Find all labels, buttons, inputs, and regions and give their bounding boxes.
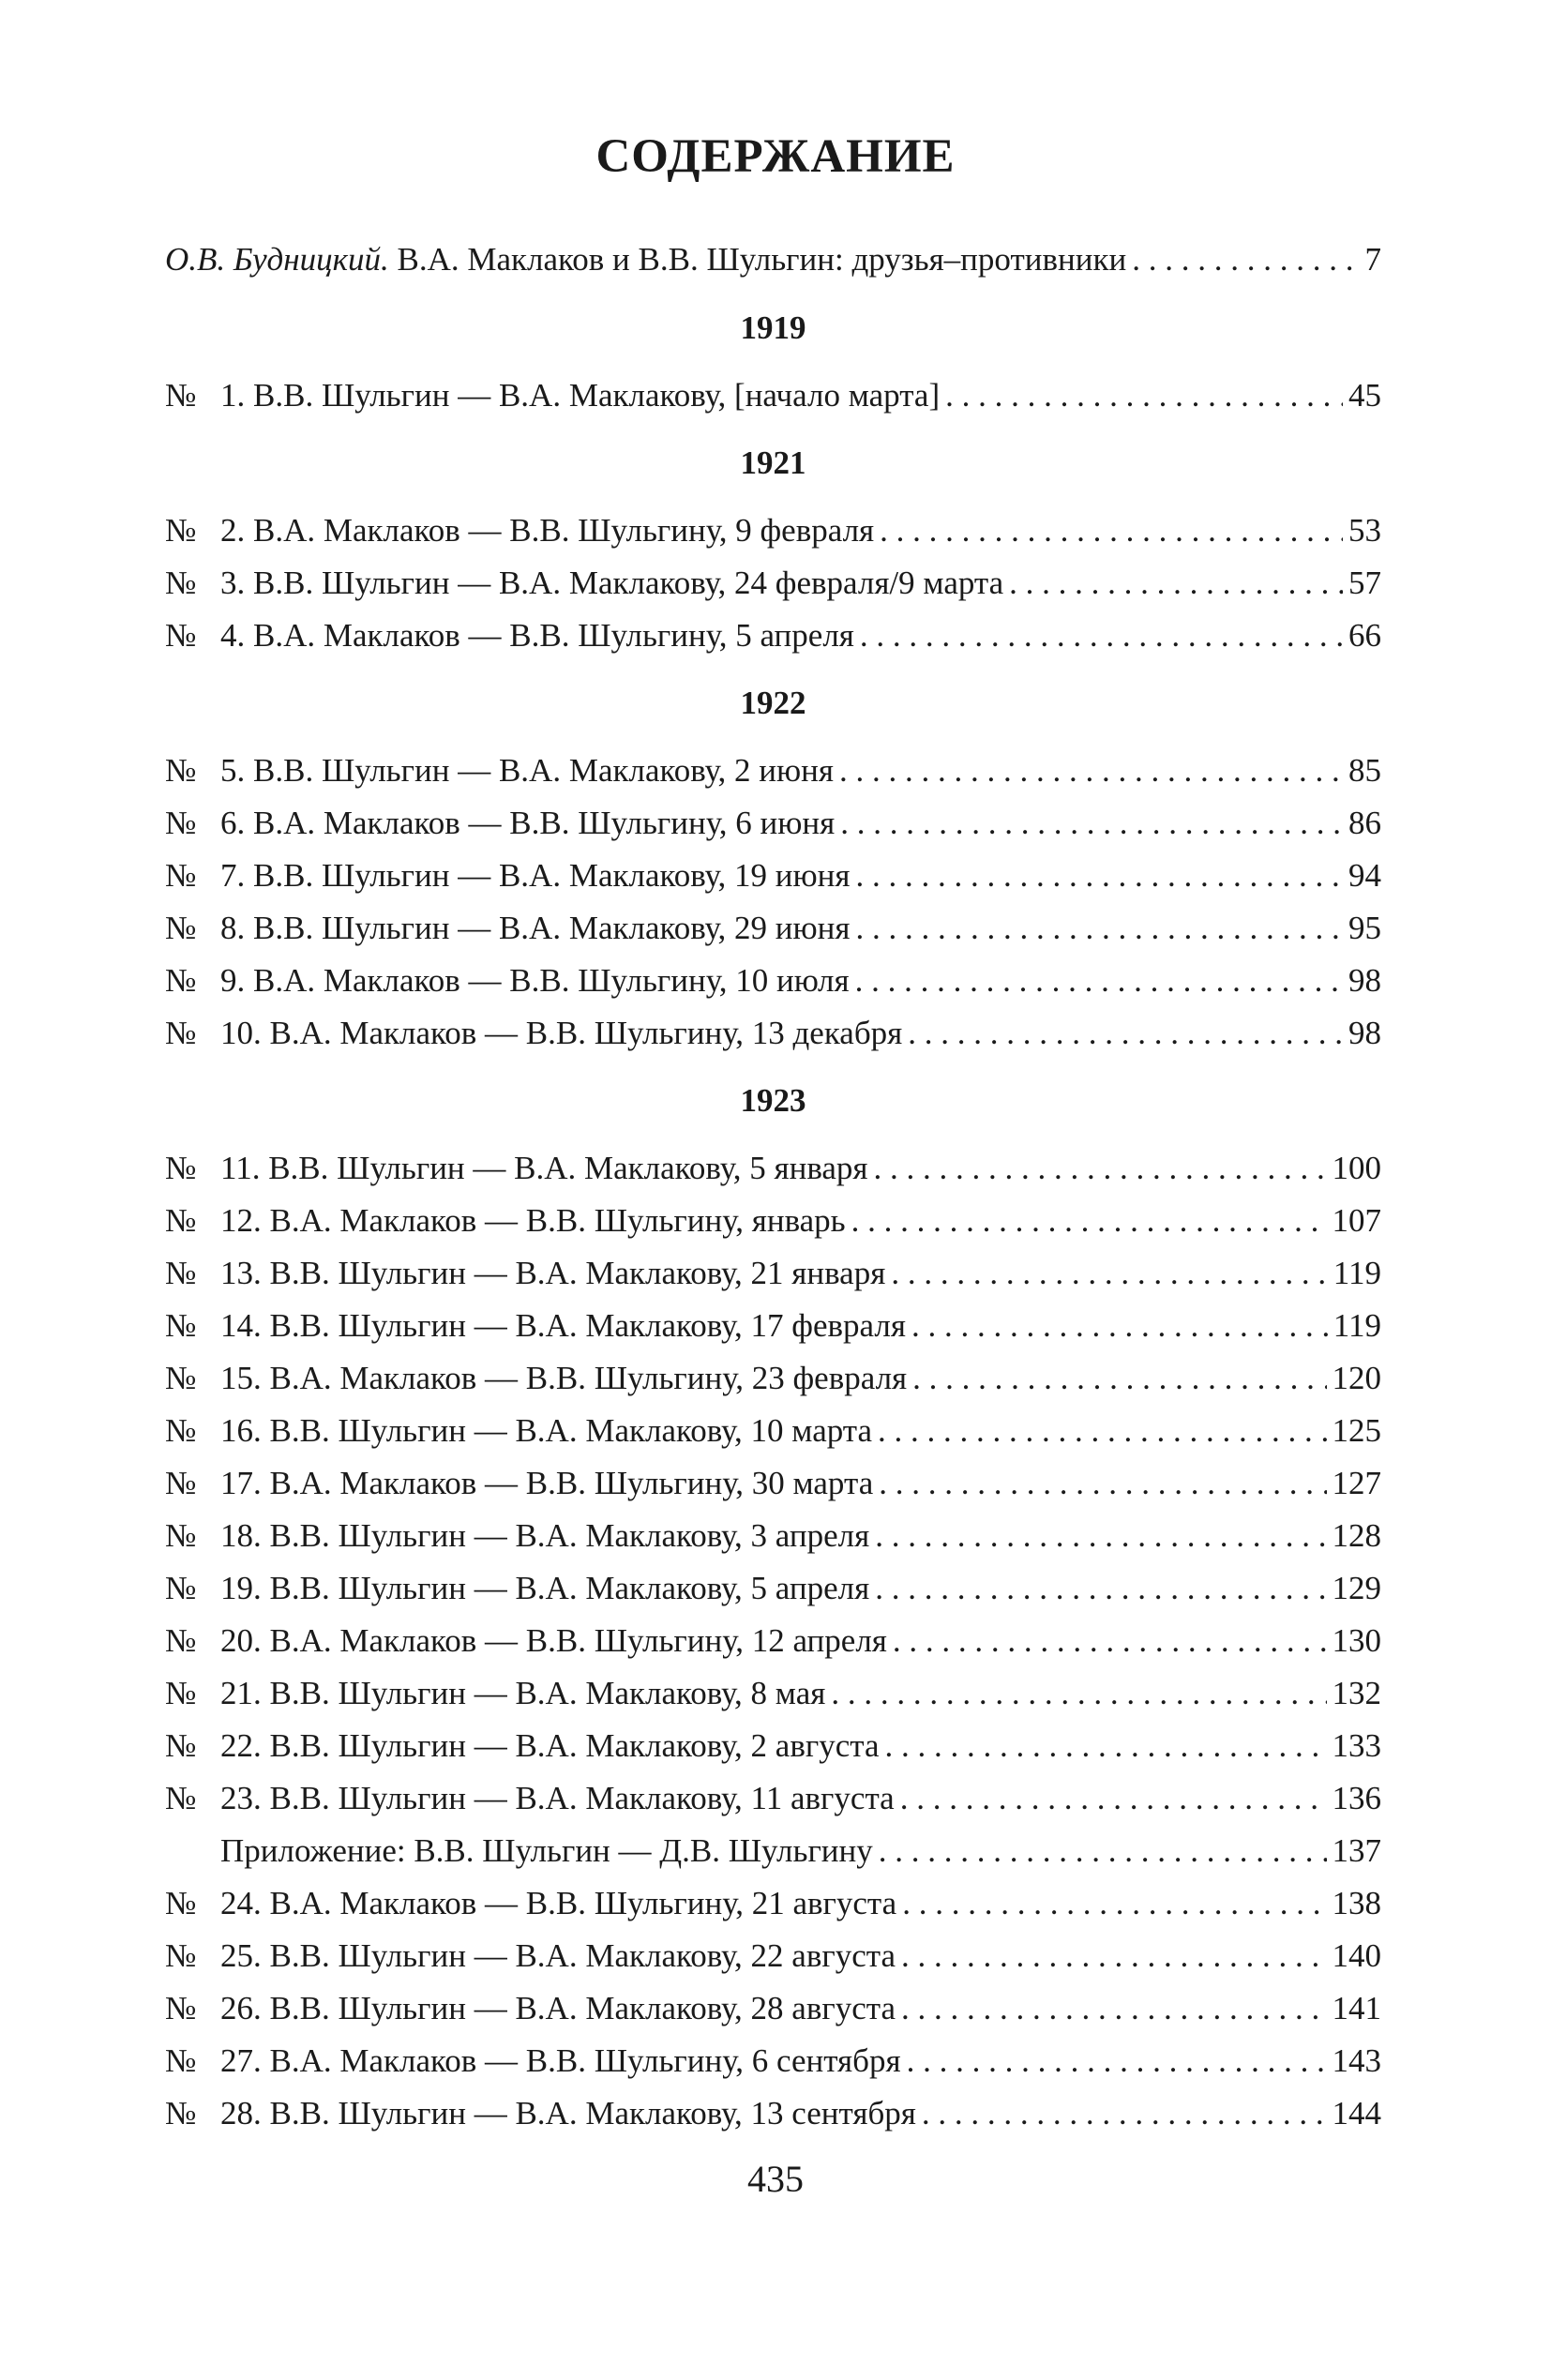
entry-number-sign: № — [165, 1885, 197, 1921]
dot-leader — [855, 955, 1343, 1007]
dot-leader — [907, 2035, 1327, 2087]
toc-page-number: 95 — [1348, 910, 1381, 946]
dot-leader — [891, 1247, 1327, 1300]
entry-label: 18. В.В. Шульгин — В.А. Маклакову, 3 апреля — [220, 1517, 870, 1554]
toc-page-number: 141 — [1332, 1990, 1381, 2026]
dot-leader — [901, 1982, 1327, 2035]
toc-page-number: 130 — [1332, 1622, 1381, 1659]
toc-entry[interactable] — [165, 902, 1381, 955]
entry-label: 16. В.В. Шульгин — В.А. Маклакову, 10 марта — [220, 1412, 873, 1449]
dot-leader — [851, 1195, 1327, 1247]
toc-entry[interactable] — [165, 1877, 1381, 1930]
dot-leader — [902, 1877, 1326, 1930]
entry-label: Приложение: В.В. Шульгин — Д.В. Шульгину — [220, 1832, 873, 1869]
entry-label: 24. В.А. Маклаков — В.В. Шульгину, 21 августа — [220, 1885, 897, 1921]
entry-label: 27. В.А. Маклаков — В.В. Шульгину, 6 сентября — [220, 2042, 901, 2079]
entry-number-sign: № — [165, 1517, 197, 1554]
toc-entry[interactable] — [165, 1615, 1381, 1667]
toc-entry[interactable] — [165, 1510, 1381, 1562]
toc-page-number: 100 — [1332, 1150, 1381, 1186]
dot-leader — [880, 505, 1343, 557]
toc-page-number: 94 — [1348, 857, 1381, 894]
entry-number-sign: № — [165, 910, 197, 946]
toc-intro-entry[interactable] — [165, 233, 1381, 287]
dot-leader — [900, 1772, 1327, 1825]
entry-label: 1. В.В. Шульгин — В.А. Маклакову, [начало марта] — [220, 377, 941, 414]
entry-label: 23. В.В. Шульгин — В.А. Маклакову, 11 августа — [220, 1780, 895, 1816]
entry-label: 28. В.В. Шульгин — В.А. Маклакову, 13 сентября — [220, 2095, 916, 2131]
toc-entry[interactable] — [165, 1930, 1381, 1982]
entry-label: 11. В.В. Шульгин — В.А. Маклакову, 5 января — [220, 1150, 868, 1186]
toc-page-number: 85 — [1348, 752, 1381, 789]
toc-entry[interactable] — [165, 2035, 1381, 2087]
entry-number-sign: № — [165, 1675, 197, 1711]
toc-page-number: 86 — [1348, 805, 1381, 841]
toc-page-number: 66 — [1348, 617, 1381, 654]
toc-entry[interactable] — [165, 1720, 1381, 1772]
entry-label: 6. В.А. Маклаков — В.В. Шульгину, 6 июня — [220, 805, 836, 841]
toc-page-number: 125 — [1332, 1412, 1381, 1449]
entry-label: 25. В.В. Шульгин — В.А. Маклакову, 22 августа — [220, 1937, 896, 1974]
entry-label: 3. В.В. Шульгин — В.А. Маклакову, 24 февраля/9 марта — [220, 565, 1004, 601]
entry-label: 13. В.В. Шульгин — В.А. Маклакову, 21 января — [220, 1255, 886, 1291]
toc-entry[interactable] — [165, 850, 1381, 902]
entry-label: 10. В.А. Маклаков — В.В. Шульгину, 13 декабря — [220, 1015, 903, 1051]
toc-page-number: 138 — [1332, 1885, 1381, 1921]
entry-number-sign: № — [165, 962, 197, 999]
toc-sections — [165, 287, 1381, 2140]
toc-entry[interactable] — [165, 1195, 1381, 1247]
toc-page-number: 127 — [1332, 1465, 1381, 1501]
toc-page-number: 107 — [1332, 1202, 1381, 1239]
dot-leader — [860, 610, 1343, 662]
toc-entry[interactable] — [165, 1772, 1381, 1825]
year-heading: 1919 — [740, 309, 806, 346]
entry-label: 2. В.А. Маклаков — В.В. Шульгину, 9 февраля — [220, 512, 875, 549]
toc-entry[interactable] — [165, 505, 1381, 557]
dot-leader — [912, 1352, 1326, 1405]
toc-entry[interactable] — [165, 1007, 1381, 1060]
dot-leader — [901, 1930, 1327, 1982]
toc-entry[interactable] — [165, 1825, 1381, 1877]
entry-number-sign: № — [165, 1255, 197, 1291]
dot-leader — [839, 745, 1343, 797]
toc-page-number: 57 — [1348, 565, 1381, 601]
dot-leader — [908, 1007, 1343, 1060]
dot-leader — [856, 902, 1344, 955]
entry-number-sign: № — [165, 617, 197, 654]
toc-entry[interactable] — [165, 1300, 1381, 1352]
entry-label: 14. В.В. Шульгин — В.А. Маклакову, 17 февраля — [220, 1307, 906, 1344]
toc-entry[interactable] — [165, 1667, 1381, 1720]
table-of-contents — [165, 233, 1381, 2140]
entry-number-sign: № — [165, 1202, 197, 1239]
toc-entry[interactable] — [165, 1142, 1381, 1195]
dot-leader — [893, 1615, 1327, 1667]
toc-page-number: 133 — [1332, 1727, 1381, 1764]
entry-label: 12. В.А. Маклаков — В.В. Шульгину, январь — [220, 1202, 846, 1239]
toc-entry[interactable] — [165, 369, 1381, 422]
entry-number-sign: № — [165, 857, 197, 894]
toc-page-number: 119 — [1333, 1307, 1381, 1344]
dot-leader — [879, 1457, 1326, 1510]
toc-entry[interactable] — [165, 1562, 1381, 1615]
toc-entry[interactable] — [165, 1982, 1381, 2035]
entry-label: 7. В.В. Шульгин — В.А. Маклакову, 19 июня — [220, 857, 851, 894]
dot-leader — [878, 1405, 1326, 1457]
entry-label: 15. В.А. Маклаков — В.В. Шульгину, 23 февраля — [220, 1360, 908, 1396]
entry-number-sign: № — [165, 512, 197, 549]
toc-page-number: 120 — [1332, 1360, 1381, 1396]
entry-number-sign: № — [165, 2095, 197, 2131]
toc-page-number: 140 — [1332, 1937, 1381, 1974]
toc-page-number: 132 — [1332, 1675, 1381, 1711]
toc-page-number: 129 — [1332, 1570, 1381, 1606]
entry-number-sign: № — [165, 1307, 197, 1344]
toc-entry[interactable] — [165, 1352, 1381, 1405]
toc-entry[interactable] — [165, 797, 1381, 850]
toc-page-number: 144 — [1332, 2095, 1381, 2131]
dot-leader — [879, 1825, 1327, 1877]
toc-page-number: 136 — [1332, 1780, 1381, 1816]
year-heading: 1921 — [740, 444, 806, 481]
dot-leader — [911, 1300, 1328, 1352]
dot-leader — [875, 1562, 1326, 1615]
entry-number-sign: № — [165, 1570, 197, 1606]
entry-number-sign: № — [165, 1622, 197, 1659]
year-heading: 1923 — [740, 1082, 806, 1119]
entry-number-sign: № — [165, 2042, 197, 2079]
toc-page-number: 143 — [1332, 2042, 1381, 2079]
toc-entry[interactable] — [165, 1405, 1381, 1457]
toc-entry[interactable] — [165, 745, 1381, 797]
entry-number-sign: № — [165, 805, 197, 841]
dot-leader — [945, 369, 1343, 422]
intro-author: О.В. Будницкий. — [165, 241, 389, 278]
toc-entry[interactable] — [165, 610, 1381, 662]
dot-leader — [875, 1510, 1326, 1562]
dot-leader — [874, 1142, 1327, 1195]
toc-entry[interactable] — [165, 1457, 1381, 1510]
toc-entry[interactable] — [165, 2087, 1381, 2140]
entry-label: 5. В.В. Шульгин — В.А. Маклакову, 2 июня — [220, 752, 834, 789]
entry-number-sign: № — [165, 1465, 197, 1501]
toc-page-number: 53 — [1348, 512, 1381, 549]
dot-leader — [1132, 233, 1359, 287]
toc-intro-text — [165, 233, 1126, 287]
page-title: СОДЕРЖАНИЕ — [595, 130, 956, 183]
entry-label: 9. В.А. Маклаков — В.В. Шульгину, 10 июля — [220, 962, 850, 999]
dot-leader — [922, 2087, 1327, 2140]
toc-page-number: 45 — [1348, 377, 1381, 414]
entry-number-sign: № — [165, 1727, 197, 1764]
toc-entry[interactable] — [165, 955, 1381, 1007]
entry-number-sign: № — [165, 1780, 197, 1816]
toc-page-number: 98 — [1348, 1015, 1381, 1051]
dot-leader — [831, 1667, 1326, 1720]
dot-leader — [856, 850, 1344, 902]
dot-leader — [885, 1720, 1327, 1772]
entry-label: 17. В.А. Маклаков — В.В. Шульгину, 30 марта — [220, 1465, 874, 1501]
toc-page-number: 98 — [1348, 962, 1381, 999]
year-heading: 1922 — [740, 685, 806, 721]
entry-number-sign: № — [165, 1412, 197, 1449]
entry-label: 22. В.В. Шульгин — В.А. Маклакову, 2 августа — [220, 1727, 880, 1764]
toc-page-number: 7 — [1364, 241, 1381, 278]
toc-page-number: 137 — [1332, 1832, 1381, 1869]
entry-number-sign: № — [165, 1015, 197, 1051]
toc-entry[interactable] — [165, 557, 1381, 610]
entry-label: 26. В.В. Шульгин — В.А. Маклакову, 28 августа — [220, 1990, 896, 2026]
toc-page-number: 128 — [1332, 1517, 1381, 1554]
entry-number-sign: № — [165, 1937, 197, 1974]
dot-leader — [1009, 557, 1343, 610]
intro-title: В.А. Маклаков и В.В. Шульгин: друзья–противники — [388, 241, 1127, 278]
toc-entry[interactable] — [165, 1247, 1381, 1300]
entry-number-sign: № — [165, 1360, 197, 1396]
entry-number-sign: № — [165, 377, 197, 414]
toc-page-number: 119 — [1333, 1255, 1381, 1291]
entry-number-sign: № — [165, 752, 197, 789]
entry-label: 8. В.В. Шульгин — В.А. Маклакову, 29 июня — [220, 910, 851, 946]
page-number-footer: 435 — [747, 2158, 804, 2200]
entry-number-sign: № — [165, 1990, 197, 2026]
entry-label: 19. В.В. Шульгин — В.А. Маклакову, 5 апреля — [220, 1570, 870, 1606]
entry-number-sign: № — [165, 565, 197, 601]
entry-number-sign: № — [165, 1150, 197, 1186]
dot-leader — [840, 797, 1343, 850]
entry-label: 21. В.В. Шульгин — В.А. Маклакову, 8 мая — [220, 1675, 826, 1711]
entry-label: 4. В.А. Маклаков — В.В. Шульгину, 5 апреля — [220, 617, 854, 654]
entry-label: 20. В.А. Маклаков — В.В. Шульгину, 12 апреля — [220, 1622, 887, 1659]
